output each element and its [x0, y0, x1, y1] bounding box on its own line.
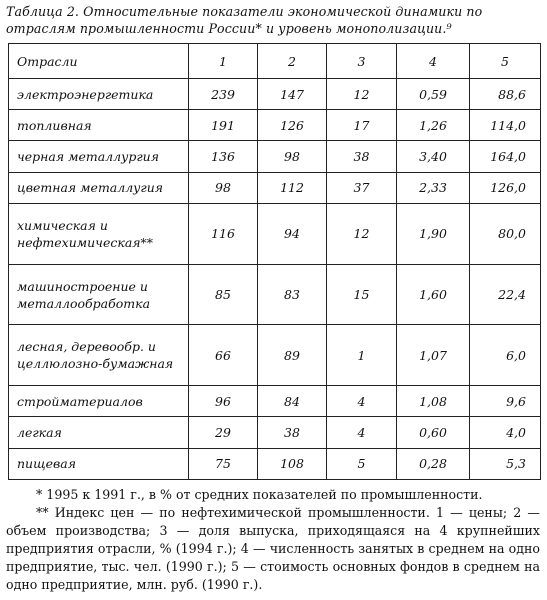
table-row	[9, 448, 541, 479]
cell-employees: 1,07	[397, 325, 470, 386]
header-col-2: 2	[258, 44, 327, 79]
cell-price: 239	[189, 79, 258, 110]
cell-volume: 89	[258, 325, 327, 386]
cell-employees: 0,28	[397, 448, 470, 479]
cell-assets: 4,0	[470, 417, 541, 448]
cell-volume: 84	[258, 386, 327, 417]
cell-share: 12	[327, 203, 397, 264]
header-col-3: 3	[327, 44, 397, 79]
row-name: химическая и нефтехимическая**	[9, 203, 189, 264]
row-name: топливная	[9, 110, 189, 141]
table-row	[9, 325, 541, 386]
cell-volume: 147	[258, 79, 327, 110]
table-caption: Таблица 2. Относительные показатели экономической динамики по отраслям промышленности России* и уровень монополизации.⁹	[6, 4, 483, 36]
cell-assets: 22,4	[470, 264, 541, 325]
cell-volume: 108	[258, 448, 327, 479]
table-row	[9, 110, 541, 141]
cell-assets: 126,0	[470, 172, 541, 203]
cell-share: 4	[327, 386, 397, 417]
header-col-4: 4	[397, 44, 470, 79]
footnote-legend: ** Индекс цен — по нефтехимической промышленности. 1 — цены; 2 — объем производства; 3 — доля выпуска, приходящаяся на 4 крупнейших предприятия отрасли, % (1994 г.); 4 — численность занятых в среднем на одно предприятие, тыс. чел. (1990 г.); 5 — стоимость основных фондов в среднем на одно предприятие, млн. руб. (1990 г.).	[6, 505, 540, 592]
cell-volume: 38	[258, 417, 327, 448]
cell-price: 29	[189, 417, 258, 448]
header-col-5: 5	[470, 44, 541, 79]
cell-employees: 0,59	[397, 79, 470, 110]
industry-table	[8, 43, 541, 480]
cell-price: 96	[189, 386, 258, 417]
cell-employees: 3,40	[397, 141, 470, 172]
row-name: электроэнергетика	[9, 79, 189, 110]
cell-volume: 98	[258, 141, 327, 172]
cell-employees: 1,60	[397, 264, 470, 325]
table-row	[9, 79, 541, 110]
cell-assets: 6,0	[470, 325, 541, 386]
cell-price: 191	[189, 110, 258, 141]
table-row	[9, 417, 541, 448]
cell-volume: 94	[258, 203, 327, 264]
cell-employees: 1,26	[397, 110, 470, 141]
cell-assets: 114,0	[470, 110, 541, 141]
footnote-period: * 1995 к 1991 г., в % от средних показателей по промышленности.	[36, 487, 483, 502]
row-name: черная металлургия	[9, 141, 189, 172]
table-row	[9, 386, 541, 417]
cell-share: 4	[327, 417, 397, 448]
table-row	[9, 264, 541, 325]
cell-employees: 1,08	[397, 386, 470, 417]
table-row	[9, 141, 541, 172]
cell-employees: 0,60	[397, 417, 470, 448]
row-name: стройматериалов	[9, 386, 189, 417]
cell-price: 85	[189, 264, 258, 325]
table-row	[9, 203, 541, 264]
row-name: лесная, деревообр. и целлюлозно-бумажная	[9, 325, 189, 386]
cell-price: 66	[189, 325, 258, 386]
cell-volume: 83	[258, 264, 327, 325]
cell-price: 75	[189, 448, 258, 479]
cell-employees: 1,90	[397, 203, 470, 264]
cell-share: 37	[327, 172, 397, 203]
row-name: пищевая	[9, 448, 189, 479]
cell-share: 5	[327, 448, 397, 479]
header-industry: Отрасли	[9, 44, 189, 79]
cell-share: 38	[327, 141, 397, 172]
table-header-row	[9, 44, 541, 79]
cell-price: 116	[189, 203, 258, 264]
cell-assets: 9,6	[470, 386, 541, 417]
cell-assets: 88,6	[470, 79, 541, 110]
cell-price: 136	[189, 141, 258, 172]
cell-assets: 5,3	[470, 448, 541, 479]
header-col-1: 1	[189, 44, 258, 79]
cell-assets: 80,0	[470, 203, 541, 264]
cell-share: 17	[327, 110, 397, 141]
cell-employees: 2,33	[397, 172, 470, 203]
cell-volume: 126	[258, 110, 327, 141]
cell-share: 12	[327, 79, 397, 110]
row-name: цветная металлугия	[9, 172, 189, 203]
cell-share: 15	[327, 264, 397, 325]
cell-assets: 164,0	[470, 141, 541, 172]
footnotes	[6, 486, 540, 594]
row-name: машиностроение и металлообработка	[9, 264, 189, 325]
cell-volume: 112	[258, 172, 327, 203]
table-row	[9, 172, 541, 203]
cell-price: 98	[189, 172, 258, 203]
cell-share: 1	[327, 325, 397, 386]
row-name: легкая	[9, 417, 189, 448]
